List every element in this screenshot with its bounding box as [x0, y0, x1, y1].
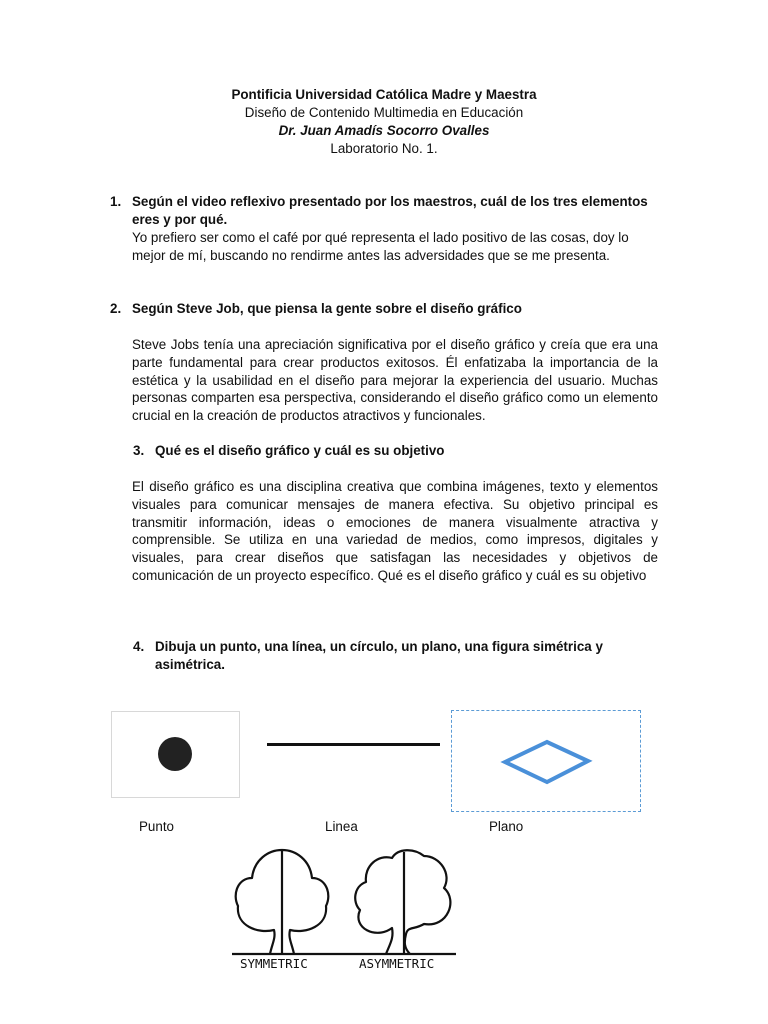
diamond-shape [452, 711, 640, 811]
professor-name: Dr. Juan Amadís Socorro Ovalles [278, 123, 490, 138]
dot-shape [158, 737, 192, 771]
lab-title: Laboratorio No. 1. [330, 141, 438, 156]
question-4-number: 4. [133, 639, 145, 654]
university-name: Pontificia Universidad Católica Madre y Maestra [231, 87, 537, 102]
answer-1: Yo prefiero ser como el café por qué representa el lado positivo de las cosas, doy lo mejor de mí, buscando no rendirme antes las adversidades que se me presenta. [132, 230, 629, 263]
caption-plano: Plano [489, 819, 524, 834]
question-1-line1: Según el video reflexivo presentado por los maestros, cuál de los tres elementos [132, 194, 648, 209]
question-3-text: Qué es el diseño gráfico y cuál es su objetivo [155, 443, 445, 458]
caption-punto: Punto [139, 819, 174, 834]
line-shape [267, 743, 440, 746]
question-4-line2: asimétrica. [155, 657, 225, 672]
punto-image [111, 711, 240, 798]
caption-symmetric: SYMMETRIC [240, 956, 308, 971]
document-header [0, 86, 768, 158]
caption-linea: Linea [325, 819, 358, 834]
asymmetric-tree-icon [355, 850, 450, 954]
question-2-number: 2. [110, 301, 122, 316]
answer-2: Steve Jobs tenía una apreciación significativa por el diseño gráfico y creía que era una parte fundamental para crear productos exitosos. Él enfatizaba la importancia de la estética y la usabilidad en el diseño para mejorar la experiencia del usuario. Muchas personas comparten esa perspectiva, considerando el diseño gráfico como un elemento crucial en la creación de productos atractivos y funcionales. [132, 337, 658, 424]
answer-3: El diseño gráfico es una disciplina creativa que combina imágenes, texto y elementos visuales para comunicar mensajes de manera efectiva. Su objetivo principal es transmitir información, ideas o emociones de manera visualmente atractiva y comprensible. Se utiliza en una variedad de medios, como impresos, digitales y visuales, para crear diseños que satisfagan las necesidades y objetivos de comunicación de un proyecto específico. Qué es el diseño gráfico y cuál es su objetivo [132, 479, 658, 583]
plano-frame [451, 710, 641, 812]
caption-asymmetric: ASYMMETRIC [359, 956, 435, 971]
question-4-line1: Dibuja un punto, una línea, un círculo, un plano, una figura simétrica y [155, 639, 603, 654]
question-1-number: 1. [110, 194, 122, 209]
trees-illustration [228, 842, 460, 974]
course-name: Diseño de Contenido Multimedia en Educación [244, 105, 524, 120]
question-2-text: Según Steve Job, que piensa la gente sobre el diseño gráfico [132, 301, 522, 316]
question-1-line2: eres y por qué. [132, 212, 228, 227]
question-3-number: 3. [133, 443, 145, 458]
